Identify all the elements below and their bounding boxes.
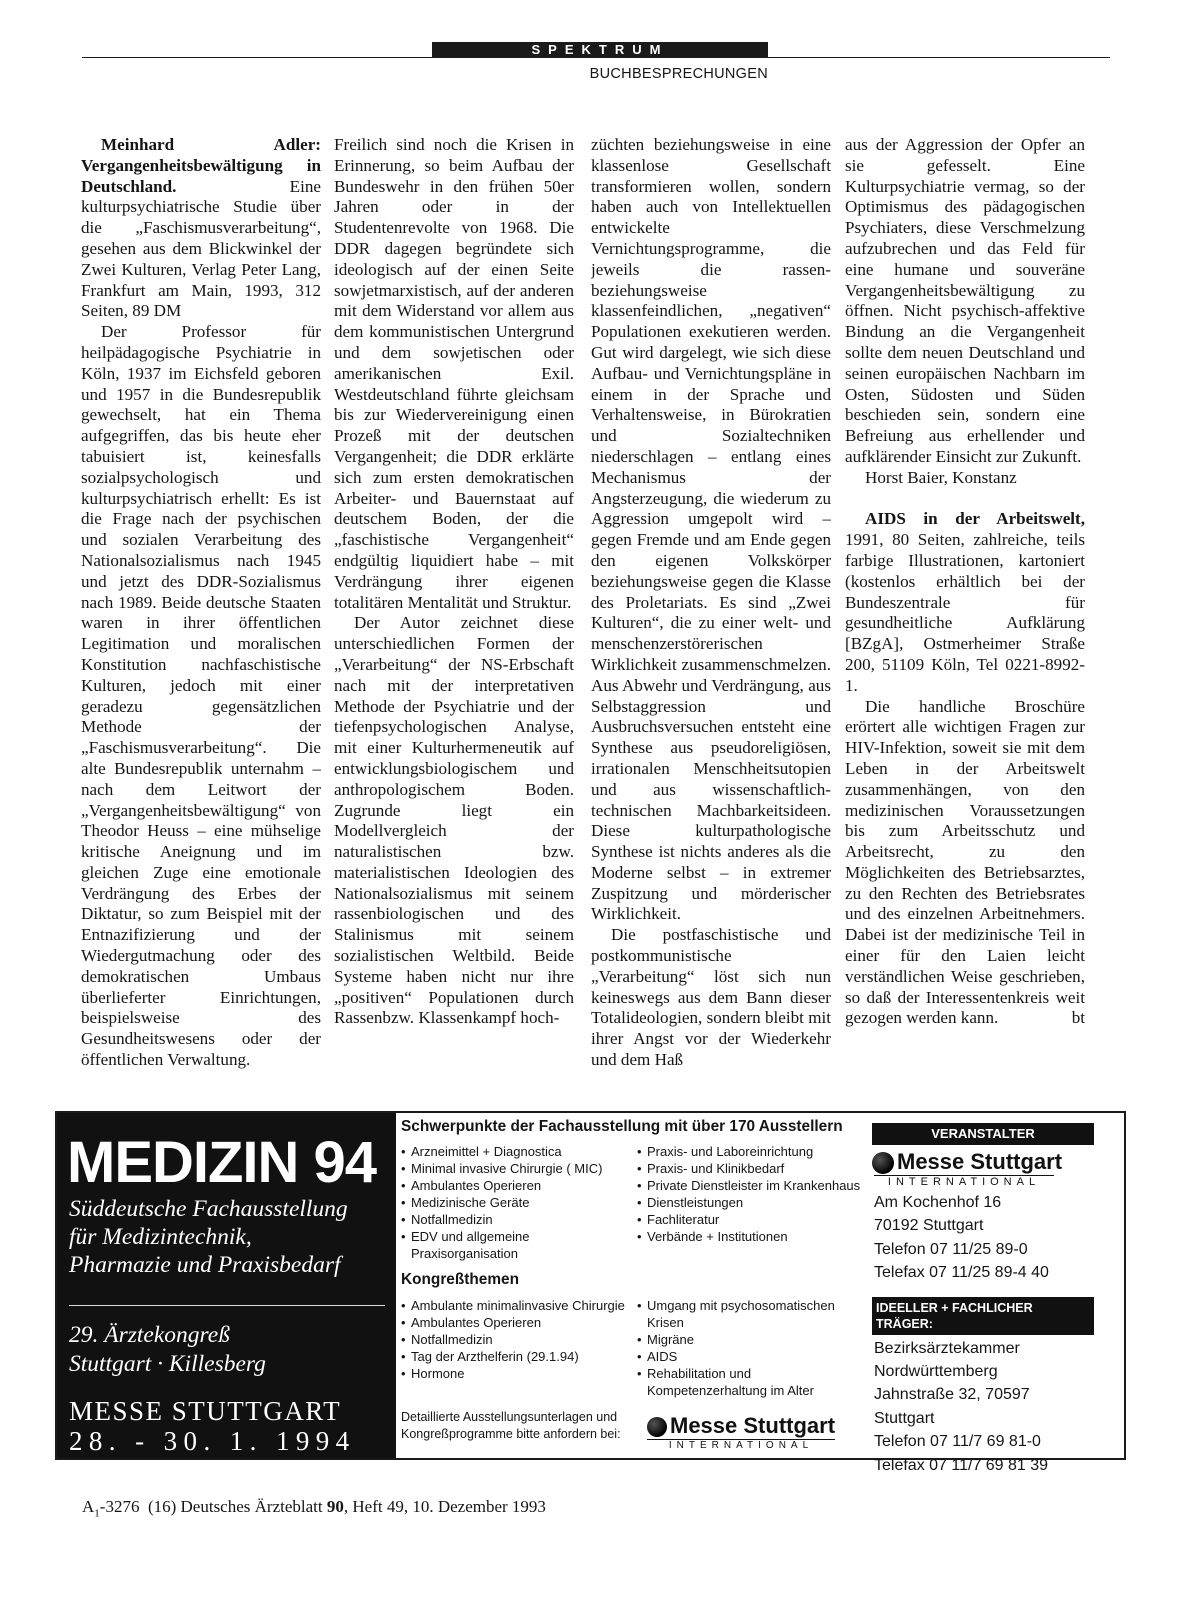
text-column-4 — [845, 135, 1085, 1115]
sponsor-label: IDEELLER + FACHLICHER TRÄGER: — [872, 1297, 1094, 1335]
address-line: Jahnstraße 32, 70597 Stuttgart — [874, 1386, 1030, 1427]
address-line: Telefax 07 11/25 89-4 40 — [874, 1264, 1049, 1282]
paragraph: Der Professor für heilpädagogische Psychiatrie in Köln, 1937 im Eichsfeld geboren und 1957 in die Bundesrepublik gewechselt, hat ein Thema aufgegriffen, das bis heute eher tabuisiert ist, keinesfalls sozialpsychologisch und kulturpsychiatrisch erhellt: Es ist die Frage nach der psychischen und sozialen Verarbeitung des Nationalsozialismus nach 1945 und jetzt des DDR-Sozialismus nach 1989. Beide deutsche Staaten waren in ihrer öffentlichen Legitimation und moralischen Konstitution nachfaschistische Kulturen, jedoch mit einer geradezu gegensätzlichen Methode der „Faschismusverarbeitung“. Die alte Bundesrepublik unternahm – nach dem Leitwort der „Vergangenheitsbewältigung“ von Theodor Heuss – eine mühselige kritische Aneignung und im gleichen Zuge eine emotionale Verdrängung des Erbes der Diktatur, so zum Beispiel mit der Entnazifizierung und der Wiedergutmachung oder des demokratischen Umbaus überlieferter Einrichtungen, beispielsweise des Gesundheitswesens oder der öffentlichen Verwaltung. — [81, 322, 321, 1070]
page-footer — [82, 1497, 546, 1519]
publication-info: (16) Deutsches Ärzteblatt 90, Heft 49, 10. Dezember 1993 — [147, 1497, 546, 1516]
list-item: • Fachliteratur — [637, 1211, 861, 1228]
tagline-line: für Medizintechnik, — [69, 1224, 252, 1250]
brand-subtitle: INTERNATIONAL — [874, 1175, 1054, 1189]
tagline-line: Süddeutsche Fachausstellung — [69, 1196, 348, 1222]
brand-name: Messe Stuttgart — [670, 1413, 836, 1438]
organizer-label: VERANSTALTER — [872, 1123, 1094, 1145]
list-item: • Migräne — [637, 1331, 857, 1348]
book-title: Meinhard Adler: Vergangenheitsbewältigung in Deutschland. — [81, 135, 321, 196]
list-item: • Notfallmedizin — [401, 1211, 631, 1228]
ad-congress — [69, 1321, 389, 1379]
list-item: • Praxis- und Klinikbedarf — [637, 1160, 861, 1177]
text-column-2 — [334, 135, 574, 1115]
list-item: • Tag der Arzthelferin (29.1.94) — [401, 1348, 631, 1365]
list-item: • Private Dienstleister im Krankenhaus — [637, 1177, 861, 1194]
list-item: • EDV und allgemeine Praxisorganisation — [401, 1228, 631, 1262]
ad-request-note: Detaillierte Ausstellungsunterlagen und Kongreßprogramme bitte anfordern bei: — [401, 1410, 621, 1441]
list-item: • Umgang mit psychosomatischen Krisen — [637, 1297, 857, 1331]
page-id: $A_1-3276$ — [82, 1497, 140, 1520]
globe-icon — [647, 1417, 667, 1437]
tagline-line: Pharmazie und Praxisbedarf — [69, 1252, 341, 1278]
paragraph: Horst Baier, Konstanz — [865, 467, 1017, 487]
list-item: • Minimal invasive Chirurgie ( MIC) — [401, 1160, 631, 1177]
list-item: • Rehabilitation und Kompetenzerhaltung im Alter — [637, 1365, 857, 1399]
organizer-address — [872, 1191, 1094, 1285]
paragraph: Die handliche Broschüre erörtert alle wichtigen Fragen zur HIV-Infektion, soweit sie mit dem Leben in der Arbeitswelt zusammenhängen, von den medizinischen Voraussetzungen bis zum Arbeitsschutz und Arbeitsrecht, zu den Möglichkeiten des Betriebsarztes, zu den Rechten des Betriebsrates und des einzelnen Arbeitnehmers. Dabei ist der medizinische Teil in einer für den Laien leicht verständlichen Weise geschrieben, so daß der Interessentenkreis weit gezogen werden kann. bt — [845, 696, 1085, 1028]
list-item: • Verbände + Institutionen — [637, 1228, 861, 1245]
focus-list-right — [637, 1143, 861, 1245]
list-item: • Ambulantes Operieren — [401, 1177, 631, 1194]
advertisement — [55, 1111, 1126, 1474]
list-item: • Hormone — [401, 1365, 631, 1382]
focus-heading: Schwerpunkte der Fachausstellung mit über 170 Ausstellern — [401, 1118, 843, 1135]
congress-line: Stuttgart · Killesberg — [69, 1351, 266, 1377]
list-item: • Notfallmedizin — [401, 1331, 631, 1348]
list-item: • Medizinische Geräte — [401, 1194, 631, 1211]
ad-program — [401, 1113, 863, 1458]
section-banner: SPEKTRUM — [432, 42, 768, 58]
sponsor-address — [872, 1337, 1094, 1477]
paragraph: Meinhard Adler: Vergangenheitsbewältigung in Deutschland. Eine kulturpsychiatrische Studie über die „Faschismusverarbeitung“, gesehen aus dem Blickwinkel der Zwei Kulturen, Verlag Peter Lang, Frankfurt am Main, 1993, 312 Seiten, 89 DM — [81, 135, 321, 321]
paragraph: züchten beziehungsweise in eine klassenlose Gesellschaft transformieren wollen, sondern haben auch von Intellektuellen entwickelte Vernichtungsprogramme, die jeweils die rassen- beziehungsweise klassenfeindlichen, „negativen“ Populationen exekutieren werden. Gut wird dargelegt, wie sich diese Aufbau- und Vernichtungspläne in einem in der Sprache und Verhaltensweise, in Bürokratien und Sozialtechniken niederschlagen – entlang eines Mechanismus der Angsterzeugung, die wiederum zu Aggression umgepolt wird – gegen Fremde und am Ende gegen den eigenen Volkskörper beziehungsweise gegen die Klasse des Proletariats. Es sind „Zwei Kulturen“, die zu einer welt- und menschenzerstörerischen Wirklichkeit zusammenschmelzen. Aus Abwehr und Verdrängung, aus Selbstaggression und Ausbruchsversuchen entsteht eine Synthese aus pseudoreligiösen, irrationalen Menschheitsutopien und aus wissenschaftlich-technischen Machbarkeitsideen. Diese kulturpathologische Synthese ist nichts anderes als die Moderne selbst – in extremer Zuspitzung und mörderischer Wirklichkeit. — [591, 135, 831, 924]
book-title: AIDS in der Arbeitswelt, — [865, 509, 1085, 529]
list-item: • Ambulantes Operieren — [401, 1314, 631, 1331]
address-line: Telefon 07 11/7 69 81-0 — [874, 1433, 1041, 1451]
address-line: Bezirksärztekammer — [874, 1339, 1020, 1357]
address-line: Nordwürttemberg — [874, 1363, 998, 1381]
text-column-1 — [81, 135, 321, 1115]
address-line: Telefon 07 11/25 89-0 — [874, 1240, 1028, 1258]
ad-contacts — [872, 1123, 1094, 1474]
list-item: • Dienstleistungen — [637, 1194, 861, 1211]
congress-heading: Kongreßthemen — [401, 1271, 519, 1288]
congress-list-right — [637, 1297, 857, 1399]
address-line: 70192 Stuttgart — [874, 1217, 984, 1235]
subsection-title: BUCHBESPRECHUNGEN — [589, 66, 768, 82]
medizin-logo: MEDIZIN 94 — [67, 1130, 377, 1195]
ad-brand-panel — [57, 1113, 396, 1458]
congress-line: 29. Ärztekongreß — [69, 1322, 230, 1348]
divider — [69, 1305, 385, 1306]
messe-stuttgart-logo — [872, 1149, 1094, 1189]
brand-name: Messe Stuttgart — [897, 1149, 1063, 1174]
globe-icon — [872, 1152, 894, 1174]
list-item: • Ambulante minimalinvasive Chirurgie — [401, 1297, 631, 1314]
congress-list-left — [401, 1297, 631, 1382]
focus-list-left — [401, 1143, 631, 1262]
text-column-3 — [591, 135, 831, 1115]
ad-tagline — [69, 1195, 389, 1279]
ad-dates: 28. - 30. 1. 1994 — [69, 1426, 356, 1456]
list-item: • Praxis- und Laboreinrichtung — [637, 1143, 861, 1160]
paragraph: Freilich sind noch die Krisen in Erinnerung, so beim Aufbau der Bundeswehr in den frühen 50er Jahren oder in der Studentenrevolte von 1968. Die DDR dagegen begründete sich ideologisch auf der einen Seite sowjetmarxistisch, auf der anderen mit dem Widerstand vor allem aus dem kommunistischen Untergrund und dem sowjetischen oder amerikanischen Exil. Westdeutschland führte gleichsam bis zur Wiedervereinigung einen Prozeß mit der deutschen Vergangenheit; die DDR erklärte sich zum ersten demokratischen Arbeiter- und Bauernstaat auf deutschem Boden, der die „faschistische Vergangenheit“ endgültig liquidiert habe – mit Verdrängung ihrer eigenen totalitären Mentalität und Struktur. — [334, 135, 574, 612]
address-line: Am Kochenhof 16 — [874, 1194, 1002, 1211]
brand-subtitle: INTERNATIONAL — [647, 1439, 835, 1452]
list-item: • Arzneimittel + Diagnostica — [401, 1143, 631, 1160]
messe-stuttgart-logo — [647, 1413, 835, 1452]
list-item: • AIDS — [637, 1348, 857, 1365]
paragraph: AIDS in der Arbeitswelt, 1991, 80 Seiten, zahlreiche, teils farbige Illustrationen, kartoniert (kostenlos erhältlich bei der Bundeszentrale für gesundheitliche Aufklärung [BZgA], Ostmerheimer Straße 200, 51109 Köln, Tel 0221-8992-1. — [845, 509, 1085, 695]
ad-venue: MESSE STUTTGART — [69, 1396, 342, 1426]
paragraph: Die postfaschistische und postkommunistische „Verarbeitung“ löst sich nun keineswegs aus dem Bann dieser Totalideologien, sondern bleibt mit ihrer Angst vor der Wiederkehr und dem Haß — [591, 925, 831, 1070]
reviewer-initials: bt — [1071, 1008, 1085, 1028]
paragraph: Der Autor zeichnet diese unterschiedlichen Formen der „Verarbeitung“ der NS-Erbschaft nach mit der interpretativen Methode der Psychiatrie und der tiefenpsychologischen Analyse, mit einer Kulturhermeneutik auf entwicklungsbiologischem und anthropologischem Boden. Zugrunde liegt ein Modellvergleich der naturalistischen bzw. materialistischen Ideologien des Nationalsozialismus mit seinem rassenbiologischen und des Stalinismus mit seinem sozialistischen Weltbild. Beide Systeme haben nicht nur ihre „positiven“ Populationen durch Rassenbzw. Klassenkampf hoch- — [334, 613, 574, 1028]
paragraph: aus der Aggression der Opfer an sie gefesselt. Eine Kulturpsychiatrie vermag, so der Optimismus des pädagogischen Psychiaters, diese Verschmelzung aufzubrechen und das Feld für eine humane und souveräne Vergangenheitsbewältigung zu öffnen. Nicht psychisch-affektive Bindung an die Vergangenheit sollte dem neuen Deutschland und seinen europäischen Nachbarn im Osten, Südosten und Süden beschieden sein, sondern eine Befreiung aus erhellender und aufklärender Einsicht zur Zukunft. — [845, 135, 1085, 466]
address-line: Telefax 07 11/7 69 81 39 — [874, 1456, 1049, 1474]
